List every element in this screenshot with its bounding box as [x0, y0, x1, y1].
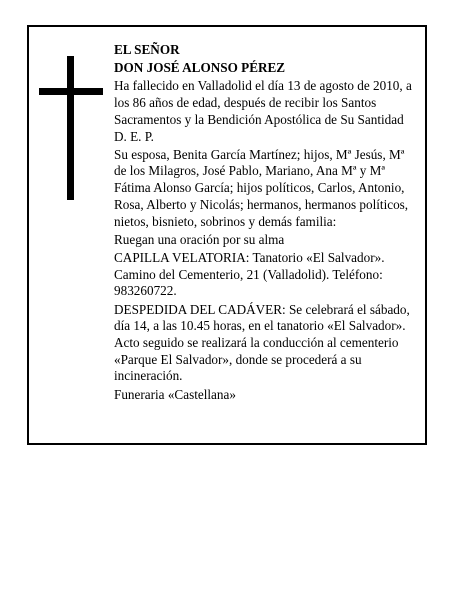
deceased-title: EL SEÑOR: [114, 42, 180, 57]
funeral-details: DESPEDIDA DEL CADÁVER: Se celebrará el sábado, día 14, a las 10.45 horas, en el tanatorio «El Salvador». Acto seguido se realizará la conducción al cementerio «Parque El Salvador», donde se procederá a su incineración.: [114, 301, 410, 384]
family-list: Su esposa, Benita García Martínez; hijos, Mª Jesús, Mª de los Milagros, José Pablo, Mariano, Ana Mª y Mª Fátima Alonso García; hijos políticos, Carlos, Antonio, Rosa, Alberto y Nicolás; hermanos, hermanos políticos, nietos, bisnieto, sobrinos y demás familia:: [114, 146, 409, 229]
wake-location: CAPILLA VELATORIA: Tanatorio «El Salvador». Camino del Cementerio, 21 (Valladolid). Teléfono: 983260722.: [114, 249, 385, 299]
deceased-name: DON JOSÉ ALONSO PÉREZ: [114, 60, 286, 76]
obituary-text: [114, 42, 419, 405]
prayer-request: Ruegan una oración por su alma: [114, 231, 285, 247]
funeral-home: Funeraria «Castellana»: [114, 386, 236, 402]
cross-vertical-bar: [67, 56, 74, 200]
cross-horizontal-bar: [39, 88, 103, 95]
death-announcement: Ha fallecido en Valladolid el día 13 de agosto de 2010, a los 86 años de edad, después de recibir los Santos Sacramentos y la Bendición Apostólica de Su Santidad D. E. P.: [114, 78, 412, 144]
obituary-notice: [27, 25, 427, 445]
cross-icon: [39, 56, 103, 200]
